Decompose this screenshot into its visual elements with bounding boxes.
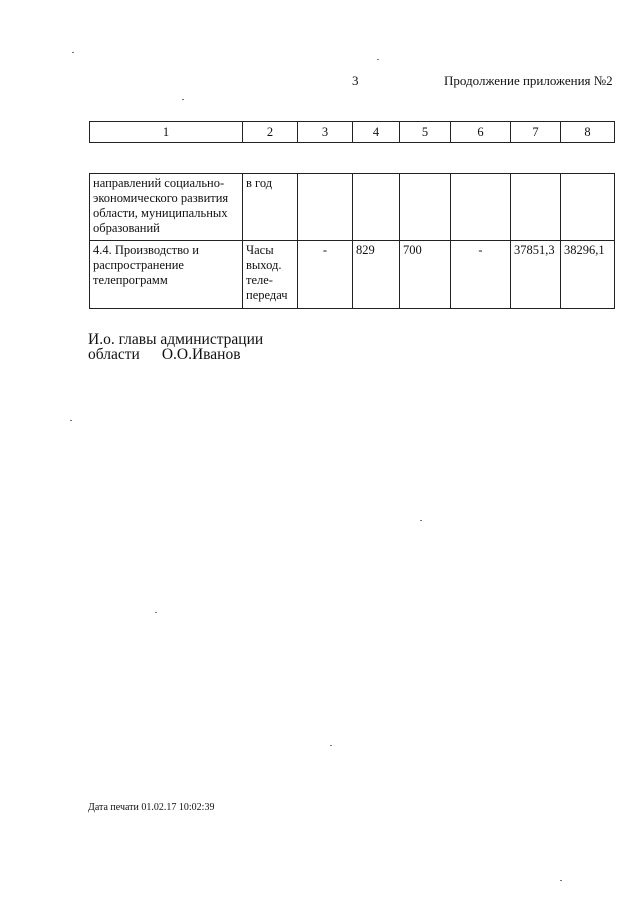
table-cell: направлений социально-экономического развития области, муниципальных образований xyxy=(90,174,243,241)
column-number: 7 xyxy=(511,122,561,143)
column-number-header xyxy=(89,121,615,143)
column-number-row xyxy=(90,122,615,143)
scan-speck xyxy=(560,880,562,881)
table-cell xyxy=(451,174,511,241)
table-cell: 829 xyxy=(353,241,400,309)
scan-speck xyxy=(155,612,157,613)
signature-line xyxy=(88,347,263,362)
column-number: 6 xyxy=(451,122,511,143)
table-cell: 38296,1 xyxy=(561,241,615,309)
column-number: 8 xyxy=(561,122,615,143)
data-table xyxy=(89,173,615,309)
table-cell: Часы выход. теле-передач xyxy=(243,241,298,309)
column-number: 4 xyxy=(353,122,400,143)
table-cell xyxy=(511,174,561,241)
scan-speck xyxy=(377,59,379,60)
signature-region: области xyxy=(88,346,140,363)
table-cell: 4.4. Производство и распространение телепрограмм xyxy=(90,241,243,309)
table-cell: 37851,3 xyxy=(511,241,561,309)
scan-speck xyxy=(330,745,332,746)
table-cell xyxy=(561,174,615,241)
print-date: Дата печати 01.02.17 10:02:39 xyxy=(88,802,215,813)
signatory-name: О.О.Иванов xyxy=(161,346,241,363)
table-row xyxy=(90,241,615,309)
scan-speck xyxy=(72,52,74,53)
scan-speck xyxy=(182,99,184,100)
table-cell xyxy=(400,174,451,241)
table-cell: в год xyxy=(243,174,298,241)
table-cell: - xyxy=(451,241,511,309)
table-cell xyxy=(298,174,353,241)
table-row xyxy=(90,174,615,241)
scan-speck xyxy=(420,520,422,521)
page-number: 3 xyxy=(352,73,359,88)
continuation-heading: Продолжение приложения №2 xyxy=(444,73,613,88)
table-cell: - xyxy=(298,241,353,309)
column-number: 5 xyxy=(400,122,451,143)
signature-title: И.о. главы администрации xyxy=(88,331,264,348)
column-number: 3 xyxy=(298,122,353,143)
scan-speck xyxy=(70,420,72,421)
column-number: 1 xyxy=(90,122,243,143)
signature-block xyxy=(88,332,263,362)
table-cell: 700 xyxy=(400,241,451,309)
table-cell xyxy=(353,174,400,241)
column-number: 2 xyxy=(243,122,298,143)
